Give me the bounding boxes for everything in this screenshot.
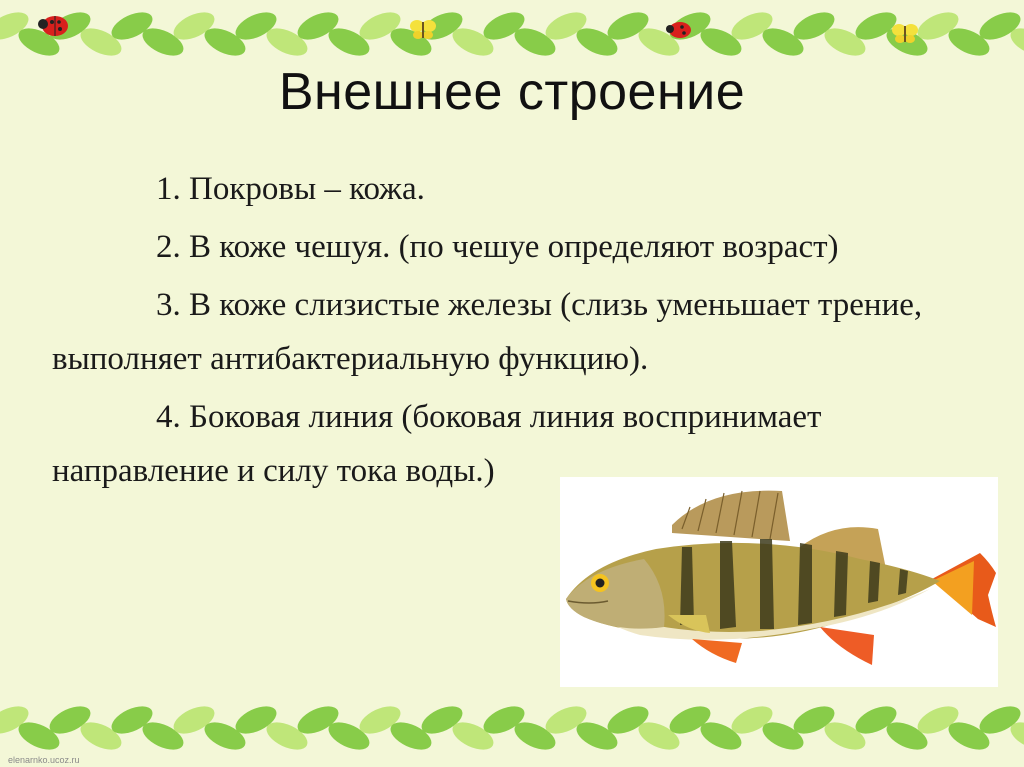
butterfly-icon: [410, 20, 436, 39]
butterfly-icon: [892, 24, 918, 43]
watermark: elenarnko.ucoz.ru: [8, 755, 80, 765]
content-list: [52, 162, 982, 502]
list-item: 2. В коже чешуя. (по чешуе определяют возраст): [156, 229, 839, 265]
list-item: 4. Боковая линия (боковая линия воспринимает направление и силу тока воды.): [52, 399, 822, 489]
list-item: 3. В коже слизистые железы (слизь уменьшает трение, выполняет антибактериальную функцию).: [52, 287, 923, 377]
perch-fish-illustration: [560, 477, 998, 687]
fish-image: [560, 477, 998, 687]
list-item: 1. Покровы – кожа.: [156, 171, 425, 207]
slide-title: Внешнее строение: [278, 63, 746, 121]
bottom-leaf-garland: [0, 700, 1024, 758]
